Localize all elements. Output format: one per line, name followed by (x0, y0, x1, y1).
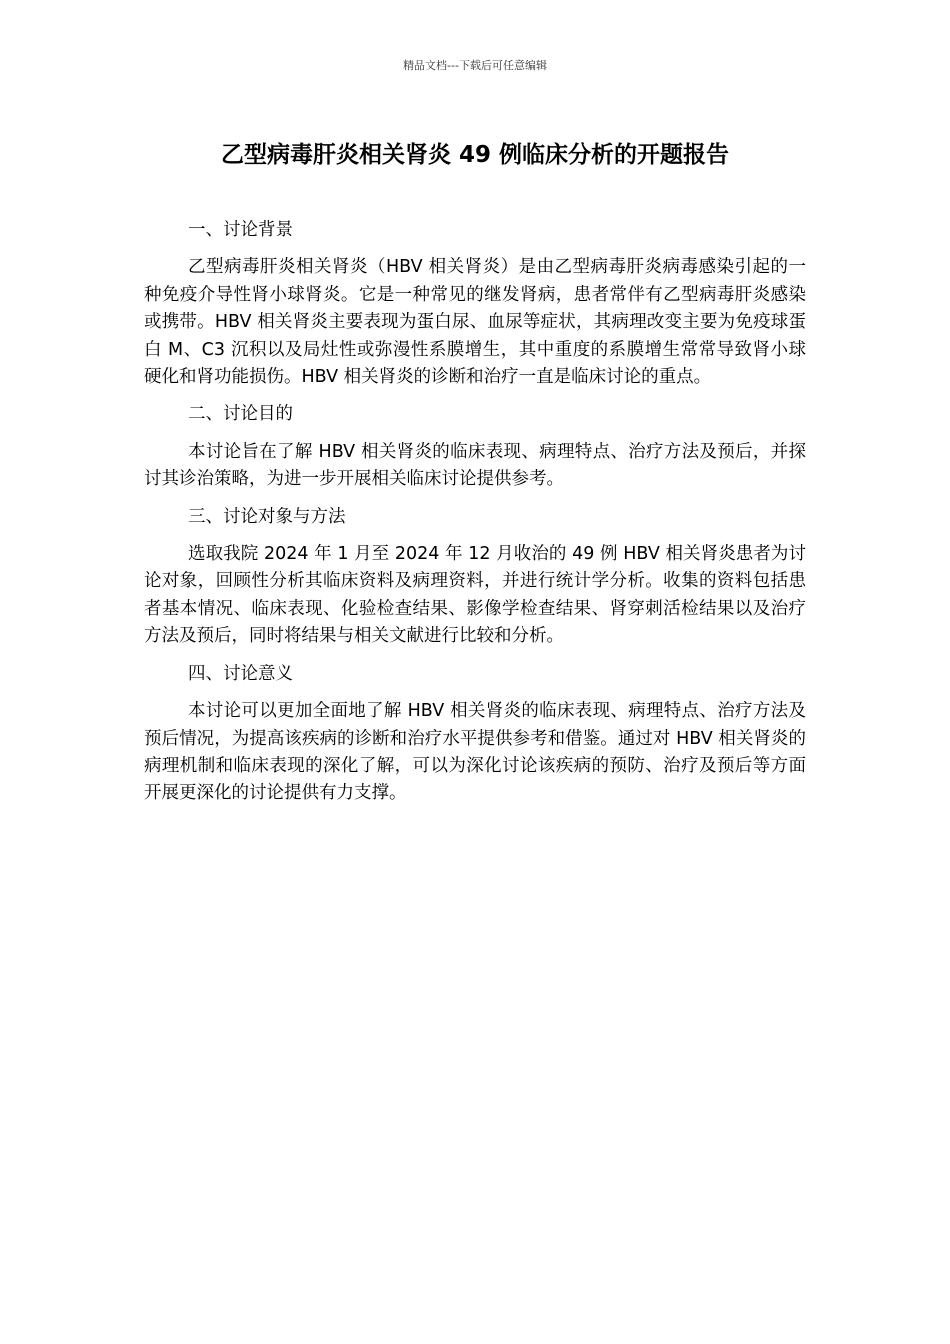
document-title: 乙型病毒肝炎相关肾炎 49 例临床分析的开题报告 (220, 142, 730, 168)
section-heading-significance: 四、讨论意义 (188, 663, 293, 684)
header-note: 精品文档---下载后可任意编辑 (403, 59, 547, 72)
section-heading-background: 一、讨论背景 (188, 220, 293, 240)
section-paragraph-significance: 本讨论可以更加全面地了解 HBV 相关肾炎的临床表现、病理特点、治疗方法及预后情况，为提高该疾病的诊断和治疗水平提供参考和借鉴。通过对 HBV 相关肾炎的病理机制和临床表现的深化了解，可以为深化讨论该疾病的预防、治疗及预后等方面开展更深化的讨论提供有力支撑。 (144, 701, 806, 804)
section-paragraph-purpose: 本讨论旨在了解 HBV 相关肾炎的临床表现、病理特点、治疗方法及预后，并探讨其诊治策略，为进一步开展相关临床讨论提供参考。 (144, 441, 806, 490)
section-heading-purpose: 二、讨论目的 (188, 404, 293, 425)
section-paragraph-background: 乙型病毒肝炎相关肾炎（HBV 相关肾炎）是由乙型病毒肝炎病毒感染引起的一种免疫介导性肾小球肾炎。它是一种常见的继发肾病，患者常伴有乙型病毒肝炎感染或携带。HBV 相关肾炎主要表现为蛋白尿、血尿等症状，其病理改变主要为免疫球蛋白 M、C3 沉积以及局灶性或弥漫性系膜增生，其中重度的系膜增生常常导致肾小球硬化和肾功能损伤。HBV 相关肾炎的诊断和治疗一直是临床讨论的重点。 (144, 257, 806, 388)
document-body (144, 217, 806, 818)
section-heading-subjects-methods: 三、讨论对象与方法 (188, 506, 346, 527)
section-paragraph-subjects-methods: 选取我院 2024 年 1 月至 2024 年 12 月收治的 49 例 HBV 相关肾炎患者为讨论对象，回顾性分析其临床资料及病理资料，并进行统计学分析。收集的资料包括患者基本情况、临床表现、化验检查结果、影像学检查结果、肾穿刺活检结果以及治疗方法及预后，同时将结果与相关文献进行比较和分析。 (144, 544, 806, 647)
